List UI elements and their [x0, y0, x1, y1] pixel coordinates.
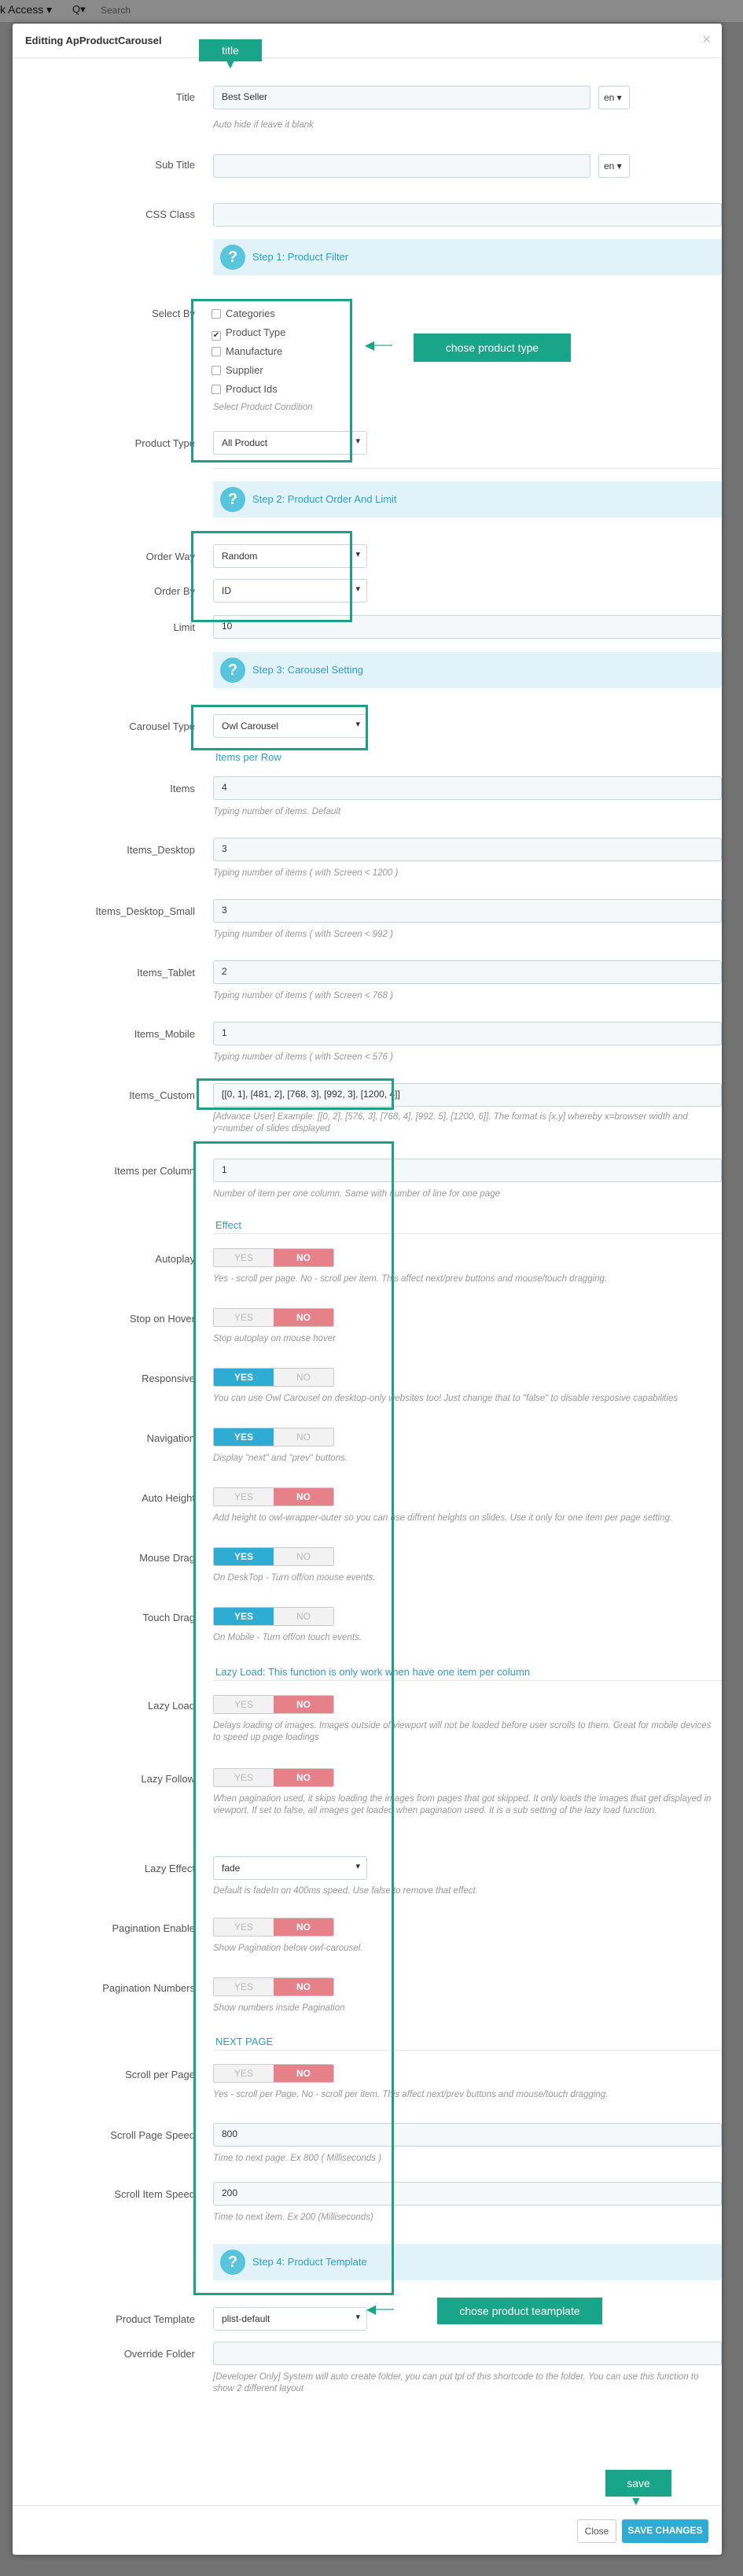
annotation-save: save: [605, 2470, 671, 2497]
order-by-select[interactable]: ID ▾: [213, 579, 367, 603]
autoplay-toggle[interactable]: YES NO: [213, 1248, 334, 1267]
touch-drag-label: Touch Drag: [142, 1612, 195, 1623]
lazy-load-heading: Lazy Load: This function is only work when have one item per column: [215, 1666, 531, 1678]
items-per-column-label: Items per Column: [114, 1165, 195, 1177]
lazy-follow-label: Lazy Follow: [141, 1773, 195, 1785]
touch-drag-help: On Mobile - Turn off/on touch events.: [213, 1633, 362, 1642]
stop-on-hover-label: Stop on Hover: [129, 1313, 195, 1325]
question-icon: ?: [220, 487, 245, 512]
chevron-down-icon: ▾: [355, 584, 360, 594]
items-per-column-help: Number of item per one column. Same with number of line for one page: [213, 1189, 500, 1199]
scroll-item-speed-input[interactable]: 200: [213, 2182, 722, 2206]
items-custom-label: Items_Custom: [129, 1089, 195, 1101]
auto-height-toggle[interactable]: YES NO: [213, 1487, 334, 1506]
items-custom-help: [Advance User] Example: [[0, 2], [576, 3], [768, 4], [992, 5], [1200, 6]]. The format is [x,y] whereby x=browser width and y=number of slides displayed: [213, 1112, 688, 1133]
select-by-label: Select By: [152, 308, 195, 319]
scroll-per-page-toggle[interactable]: YES NO: [213, 2064, 334, 2083]
save-changes-button[interactable]: SAVE CHANGES: [622, 2519, 708, 2543]
edit-modal: [13, 24, 722, 2555]
product-type-label: Product Type: [134, 437, 195, 449]
chevron-down-icon: ▾: [355, 2313, 360, 2322]
checkbox-manufacture[interactable]: Manufacture: [211, 345, 282, 357]
items-desktop-small-help: Typing number of items ( with Screen < 992 ): [213, 930, 393, 939]
chevron-down-icon: ▾: [355, 550, 360, 559]
navigation-help: Display "next" and "prev" buttons.: [213, 1454, 348, 1463]
lazy-load-label: Lazy Load: [148, 1700, 195, 1712]
title-label: Title: [175, 91, 195, 103]
pagination-numbers-toggle[interactable]: YES NO: [213, 1977, 334, 1996]
subtitle-label: Sub Title: [155, 159, 195, 171]
carousel-type-select[interactable]: Owl Carousel ▾: [213, 714, 367, 738]
items-per-row-heading: Items per Row: [215, 751, 281, 763]
pagination-numbers-label: Pagination Numbers: [102, 1982, 195, 1994]
step-4-title: Step 4: Product Template: [252, 2256, 367, 2268]
responsive-toggle[interactable]: YES NO: [213, 1368, 334, 1387]
limit-input[interactable]: 10: [213, 615, 722, 639]
annotation-template: chose product teamplate: [437, 2298, 602, 2324]
title-input[interactable]: Best Seller: [213, 86, 590, 109]
css-class-label: CSS Class: [145, 208, 195, 220]
css-class-input[interactable]: [213, 203, 722, 227]
checkbox-product-type[interactable]: ✔ Product Type: [212, 326, 286, 340]
search-icon[interactable]: Q▾: [72, 3, 86, 15]
modal-header: [13, 24, 722, 58]
items-tablet-label: Items_Tablet: [137, 967, 195, 978]
scroll-page-speed-help: Time to next page. Ex 800 ( Milliseconds ): [213, 2154, 382, 2163]
autoplay-help: Yes - scroll per page. No - scroll per item. This affect next/prev buttons and mouse/touch dragging.: [213, 1274, 608, 1284]
scroll-per-page-help: Yes - scroll per Page. No - scroll per item. This affect next/prev buttons and mouse/touch dragging.: [213, 2090, 609, 2099]
override-folder-input[interactable]: [213, 2342, 722, 2365]
mouse-drag-toggle[interactable]: YES NO: [213, 1547, 334, 1566]
annotation-box-effects: [193, 1141, 394, 2295]
checkbox-supplier[interactable]: Supplier: [211, 364, 263, 376]
step-2-title: Step 2: Product Order And Limit: [252, 493, 397, 505]
items-input[interactable]: 4: [213, 776, 722, 800]
scroll-item-speed-help: Time to next item. Ex 200 (Milliseconds): [213, 2213, 373, 2222]
items-custom-input[interactable]: [[0, 1], [481, 2], [768, 3], [992, 3], [1200, 4]]: [213, 1083, 722, 1107]
subtitle-input[interactable]: [213, 154, 590, 178]
override-folder-label: Override Folder: [123, 2348, 195, 2360]
order-way-select[interactable]: Random ▾: [213, 544, 367, 568]
close-icon[interactable]: ×: [702, 31, 711, 47]
items-mobile-label: Items_Mobile: [134, 1028, 195, 1040]
responsive-label: Responsive: [142, 1373, 195, 1384]
annotation-box-carousel-type: [191, 705, 368, 750]
auto-height-label: Auto Height: [142, 1492, 195, 1504]
items-desktop-input[interactable]: 3: [213, 838, 722, 861]
checkbox-categories[interactable]: Categories: [211, 308, 275, 319]
arrow-left-icon: ◀──: [365, 339, 392, 352]
annotation-box-items-custom: [197, 1078, 394, 1110]
question-icon: ?: [220, 2250, 245, 2275]
scroll-page-speed-input[interactable]: 800: [213, 2123, 722, 2147]
arrow-down-icon: ▼: [630, 2495, 642, 2508]
carousel-type-label: Carousel Type: [129, 720, 195, 732]
title-help: Auto hide if leave it blank: [213, 120, 314, 130]
annotation-title: title: [199, 39, 262, 61]
items-tablet-input[interactable]: 2: [213, 960, 722, 984]
stop-on-hover-toggle[interactable]: YES NO: [213, 1308, 334, 1327]
responsive-help: You can use Owl Carousel on desktop-only websites too! Just change that to "false" to disable resposive capabilities: [213, 1394, 679, 1403]
lazy-effect-label: Lazy Effect: [144, 1863, 195, 1874]
next-page-heading: NEXT PAGE: [215, 2036, 274, 2047]
scroll-item-speed-label: Scroll Item Speed: [114, 2188, 195, 2200]
subtitle-lang-select[interactable]: en ▾: [598, 154, 630, 178]
items-help: Typing number of items. Default: [213, 807, 341, 816]
annotation-product-type: chose product type: [414, 334, 571, 362]
navigation-toggle[interactable]: YES NO: [213, 1428, 334, 1446]
step-3-panel: [213, 652, 722, 688]
mouse-drag-help: On DeskTop - Turn off/on mouse events.: [213, 1573, 376, 1583]
items-mobile-help: Typing number of items ( with Screen < 576 ): [213, 1052, 393, 1062]
arrow-left-icon: ◀──: [366, 2303, 394, 2316]
checkbox-product-ids[interactable]: Product Ids: [211, 383, 278, 395]
chevron-down-icon: ▾: [355, 1862, 360, 1871]
annotation-box-select-by: [191, 299, 352, 463]
auto-height-help: Add height to owl-wrapper-outer so you can use diffrent heights on slides. Use it only for one item per page setting.: [213, 1513, 673, 1523]
items-desktop-label: Items_Desktop: [127, 844, 195, 856]
chevron-down-icon: ▾: [355, 720, 360, 729]
lazy-load-toggle[interactable]: YES NO: [213, 1695, 334, 1714]
items-per-column-input[interactable]: 1: [213, 1159, 722, 1182]
question-icon: ?: [220, 245, 245, 270]
items-desktop-small-input[interactable]: 3: [213, 899, 722, 923]
scroll-per-page-label: Scroll per Page: [125, 2069, 195, 2080]
modal-footer: [13, 2505, 722, 2555]
title-lang-select[interactable]: en ▾: [598, 86, 630, 109]
pagination-enable-label: Pagination Enable: [112, 1922, 195, 1934]
divider: [213, 468, 722, 469]
lazy-follow-help: When pagination used, it skips loading the images from pages that got skipped. It only loads the images that get displayed in viewport. If set to false, all images get loaded when pagination used. It is a sub setting of the lazy load function.: [213, 1794, 712, 1815]
chevron-down-icon: ▾: [355, 437, 360, 446]
pagination-enable-toggle[interactable]: YES NO: [213, 1918, 334, 1937]
effect-heading: Effect: [215, 1219, 242, 1231]
step-1-title: Step 1: Product Filter: [252, 251, 349, 263]
items-desktop-help: Typing number of items ( with Screen < 1200 ): [213, 868, 399, 878]
annotation-box-order: [191, 531, 352, 622]
lazy-load-help: Delays loading of images. Images outside of viewport will not be loaded before user scrolls to them. Great for mobile devices to speed up page loadings: [213, 1721, 712, 1742]
search-input[interactable]: Search: [101, 5, 131, 16]
step-2-panel: [213, 481, 722, 518]
product-type-select[interactable]: All Product ▾: [213, 431, 367, 455]
mouse-drag-label: Mouse Drag: [139, 1552, 195, 1564]
items-tablet-help: Typing number of items ( with Screen < 768 ): [213, 991, 393, 1001]
lazy-effect-select[interactable]: fade ▾: [213, 1856, 367, 1880]
close-button[interactable]: Close: [577, 2519, 616, 2543]
pagination-enable-help: Show Pagination below owl-carousel.: [213, 1944, 363, 1953]
stop-on-hover-help: Stop autoplay on mouse hover: [213, 1334, 336, 1343]
select-by-help: Select Product Condition: [213, 403, 313, 412]
scroll-page-speed-label: Scroll Page Speed: [110, 2129, 195, 2141]
arrow-down-icon: ▼: [224, 58, 237, 72]
override-folder-help: [Developer Only] System will auto create folder, you can put tpl of this shortcode to the folder. You can use this function to show 2 different layout: [213, 2372, 699, 2394]
step-1-panel: [213, 239, 722, 275]
pagination-numbers-help: Show numbers inside Pagination: [213, 2003, 345, 2013]
order-by-label: Order By: [153, 585, 195, 597]
autoplay-label: Autoplay: [155, 1253, 195, 1265]
lazy-follow-toggle[interactable]: YES NO: [213, 1768, 334, 1787]
step-3-title: Step 3: Carousel Setting: [252, 664, 363, 676]
question-icon: ?: [220, 658, 245, 683]
lazy-effect-help: Default is fadeIn on 400ms speed. Use false to remove that effect.: [213, 1886, 478, 1896]
modal-title: Editting ApProductCarousel: [25, 35, 162, 46]
order-way-label: Order Way: [145, 551, 195, 562]
touch-drag-toggle[interactable]: YES NO: [213, 1607, 334, 1626]
items-label: Items: [170, 783, 195, 794]
product-template-select[interactable]: plist-default ▾: [213, 2307, 367, 2331]
navigation-label: Navigation: [146, 1432, 195, 1444]
quick-access-menu[interactable]: k Access ▾: [0, 3, 53, 16]
limit-label: Limit: [173, 621, 195, 633]
product-template-label: Product Template: [116, 2313, 195, 2325]
items-desktop-small-label: Items_Desktop_Small: [95, 905, 195, 917]
items-mobile-input[interactable]: 1: [213, 1022, 722, 1045]
admin-topbar: [0, 0, 743, 22]
